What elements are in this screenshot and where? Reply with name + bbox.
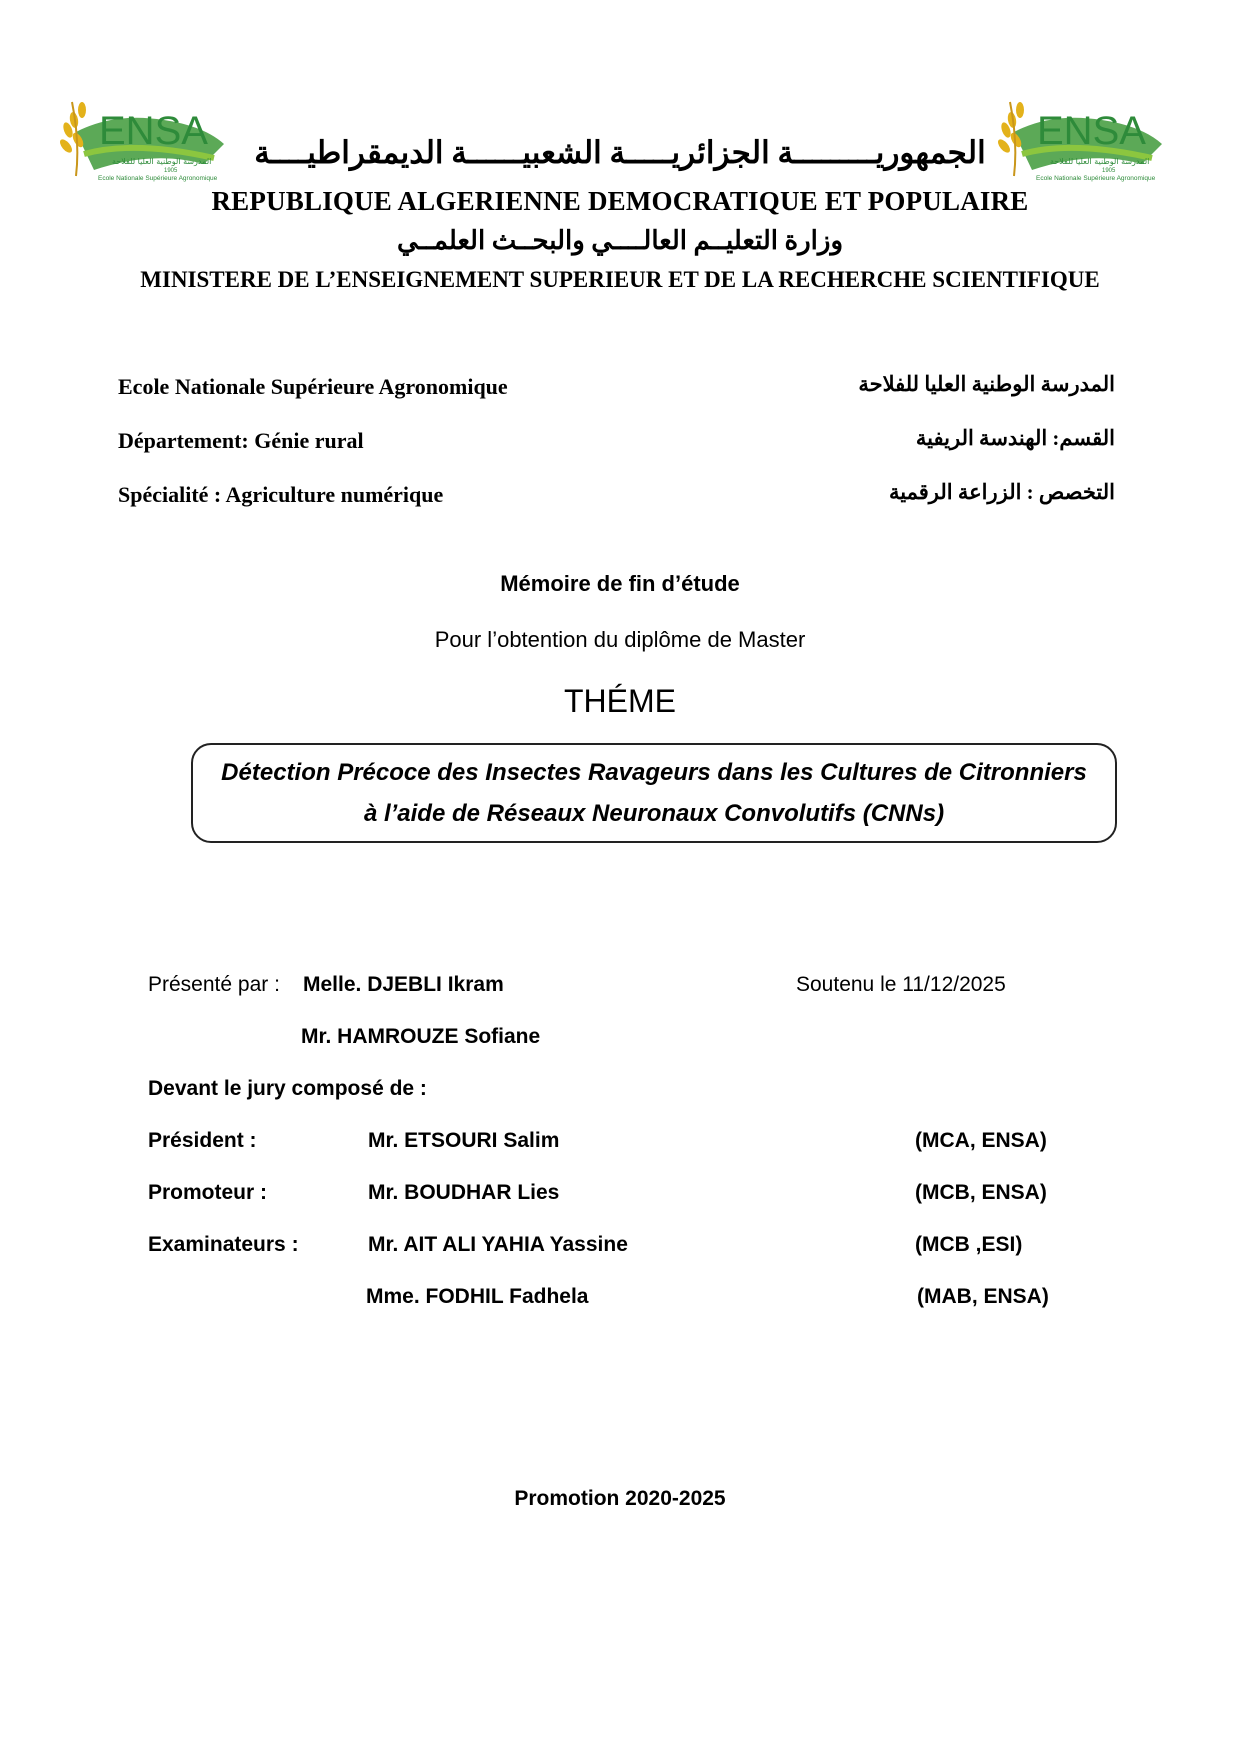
- jury-affiliation: (MCB ,ESI): [915, 1233, 1023, 1256]
- author-1: Melle. DJEBLI Ikram: [303, 973, 504, 996]
- arabic-republic-title: الجمهوريـــــــــة الجزائريـــــة الشعبيــــــة الديمقراطيــــة: [254, 135, 986, 170]
- school-name-fr: Ecole Nationale Supérieure Agronomique: [118, 374, 508, 399]
- logo-year: 1905: [1102, 168, 1116, 174]
- memoire-subtitle: Pour l’obtention du diplôme de Master: [434, 627, 806, 652]
- logo-arabic: المدرسة الوطنية العليا للفلاحة: [1050, 157, 1150, 166]
- jury-name: Mme. FODHIL Fadhela: [366, 1285, 589, 1308]
- promotion: Promotion 2020-2025: [514, 1487, 726, 1510]
- department-fr: Département: Génie rural: [118, 428, 364, 453]
- theme-line-1: Détection Précoce des Insectes Ravageurs dans les Cultures de Citronniers: [221, 759, 1087, 786]
- jury-role: Président :: [148, 1129, 257, 1152]
- speciality-ar: التخصص : الزراعة الرقمية: [889, 480, 1115, 504]
- theme-line-2: à l’aide de Réseaux Neuronaux Convolutifs (CNNs): [363, 800, 945, 827]
- logo-arabic: المدرسة الوطنية العليا للفلاحة: [112, 157, 212, 166]
- jury-name: Mr. AIT ALI YAHIA Yassine: [368, 1233, 628, 1256]
- jury-role: Examinateurs :: [148, 1233, 299, 1256]
- logo-caption: Ecole Nationale Supérieure Agronomique: [98, 175, 218, 182]
- jury-name: Mr. BOUDHAR Lies: [368, 1181, 560, 1204]
- jury-label: Devant le jury composé de :: [148, 1077, 427, 1100]
- jury-affiliation: (MCA, ENSA): [915, 1129, 1047, 1152]
- theme-label: THÉME: [564, 683, 676, 719]
- department-ar: القسم: الهندسة الريفية: [915, 426, 1115, 450]
- arabic-ministry-title: وزارة التعليــم العالــــي والبحــث العلمــي: [396, 226, 844, 255]
- school-name-ar: المدرسة الوطنية العليا للفلاحة: [858, 372, 1115, 396]
- defense-date: Soutenu le 11/12/2025: [796, 973, 1006, 996]
- ministry-title: MINISTERE DE L’ENSEIGNEMENT SUPERIEUR ET DE LA RECHERCHE SCIENTIFIQUE: [140, 267, 1100, 292]
- republic-title: REPUBLIQUE ALGERIENNE DEMOCRATIQUE ET POPULAIRE: [211, 186, 1029, 216]
- memoire-title: Mémoire de fin d’étude: [500, 571, 740, 596]
- theme-box: [191, 743, 1117, 843]
- jury-name: Mr. ETSOURI Salim: [368, 1129, 560, 1152]
- jury-affiliation: (MAB, ENSA): [917, 1285, 1049, 1308]
- presented-by-label: Présenté par :: [148, 973, 280, 996]
- author-2: Mr. HAMROUZE Sofiane: [301, 1025, 541, 1048]
- logo-caption: Ecole Nationale Supérieure Agronomique: [1036, 175, 1156, 182]
- logo-year: 1905: [164, 168, 178, 174]
- speciality-fr: Spécialité : Agriculture numérique: [118, 482, 444, 507]
- jury-role: Promoteur :: [148, 1181, 268, 1204]
- logo-text: ENSA: [1037, 109, 1146, 153]
- logo-text: ENSA: [99, 109, 208, 153]
- jury-affiliation: (MCB, ENSA): [915, 1181, 1047, 1204]
